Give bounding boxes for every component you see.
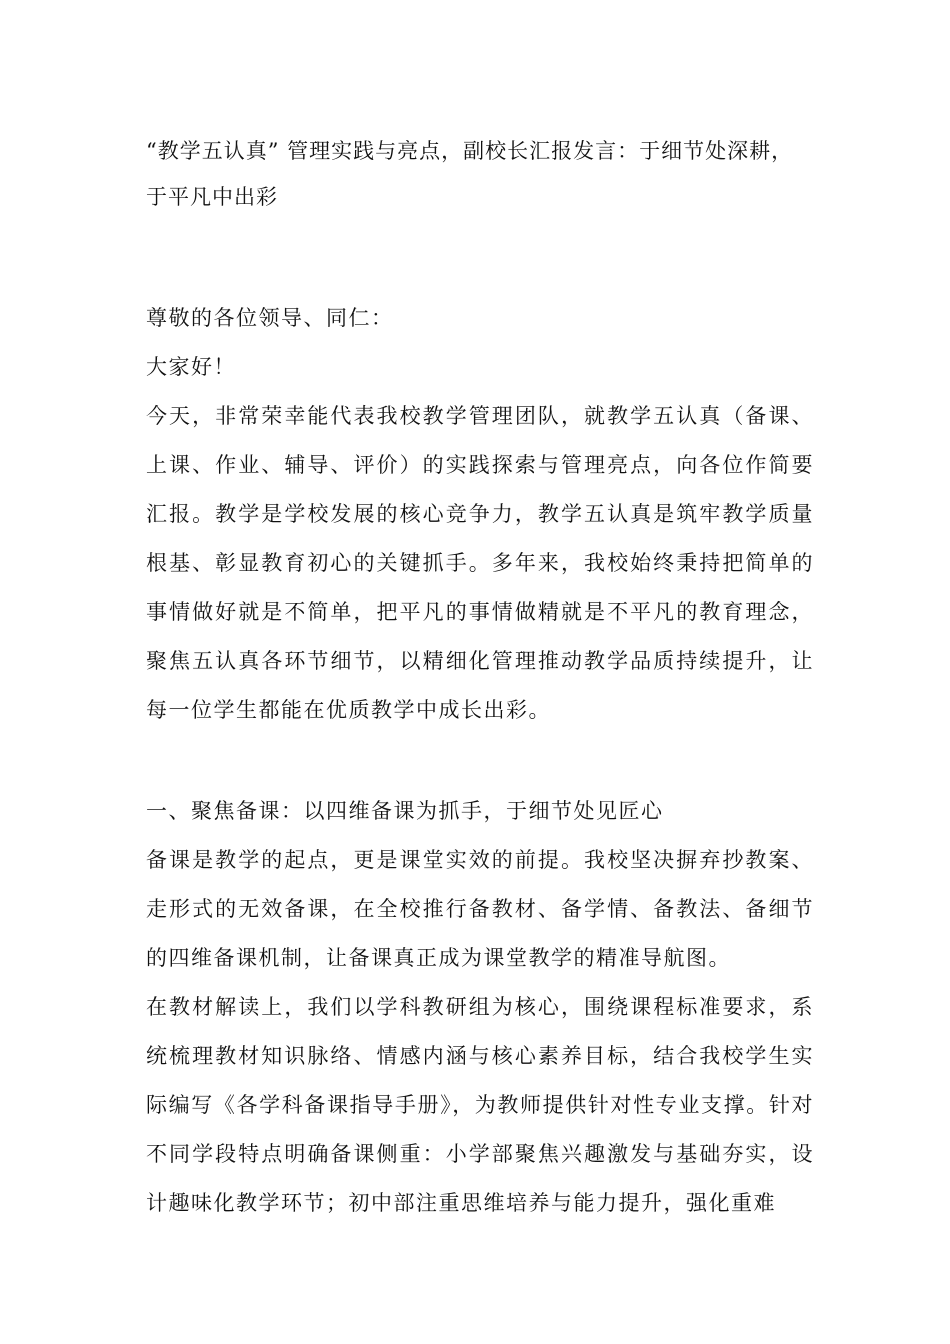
greeting: 大家好！ <box>146 355 236 379</box>
section-paragraph: 备课是教学的起点，更是课堂实效的前提。我校坚决摒弃抄教案、走形式的无效备课，在全校推行备教材、备学情、备教法、备细节的四维备课机制，让备课真正成为课堂教学的精准导航图。 <box>146 848 814 970</box>
document-page <box>146 128 814 1228</box>
spacer <box>146 220 814 294</box>
section-heading: 一、聚焦备课：以四维备课为抓手，于细节处见匠心 <box>146 799 664 823</box>
salutation: 尊敬的各位领导、同仁： <box>146 306 394 330</box>
spacer <box>146 735 814 787</box>
section-paragraph: 在教材解读上，我们以学科教研组为核心，围绕课程标准要求，系统梳理教材知识脉络、情感内涵与核心素养目标，结合我校学生实际编写《各学科备课指导手册》，为教师提供针对性专业支撑。针对不同学段特点明确备课侧重：小学部聚焦兴趣激发与基础夯实，设计趣味化教学环节；初中部注重思维培养与能力提升，强化重难 <box>146 995 814 1215</box>
intro-paragraph: 今天，非常荣幸能代表我校教学管理团队，就教学五认真（备课、上课、作业、辅导、评价）的实践探索与管理亮点，向各位作简要汇报。教学是学校发展的核心竞争力，教学五认真是筑牢教学质量根基、彰显教育初心的关键抓手。多年来，我校始终秉持把简单的事情做好就是不简单，把平凡的事情做精就是不平凡的教育理念，聚焦五认真各环节细节，以精细化管理推动教学品质持续提升，让每一位学生都能在优质教学中成长出彩。 <box>146 404 814 722</box>
document-title: “教学五认真” 管理实践与亮点，副校长汇报发言：于细节处深耕，于平凡中出彩 <box>146 139 794 209</box>
